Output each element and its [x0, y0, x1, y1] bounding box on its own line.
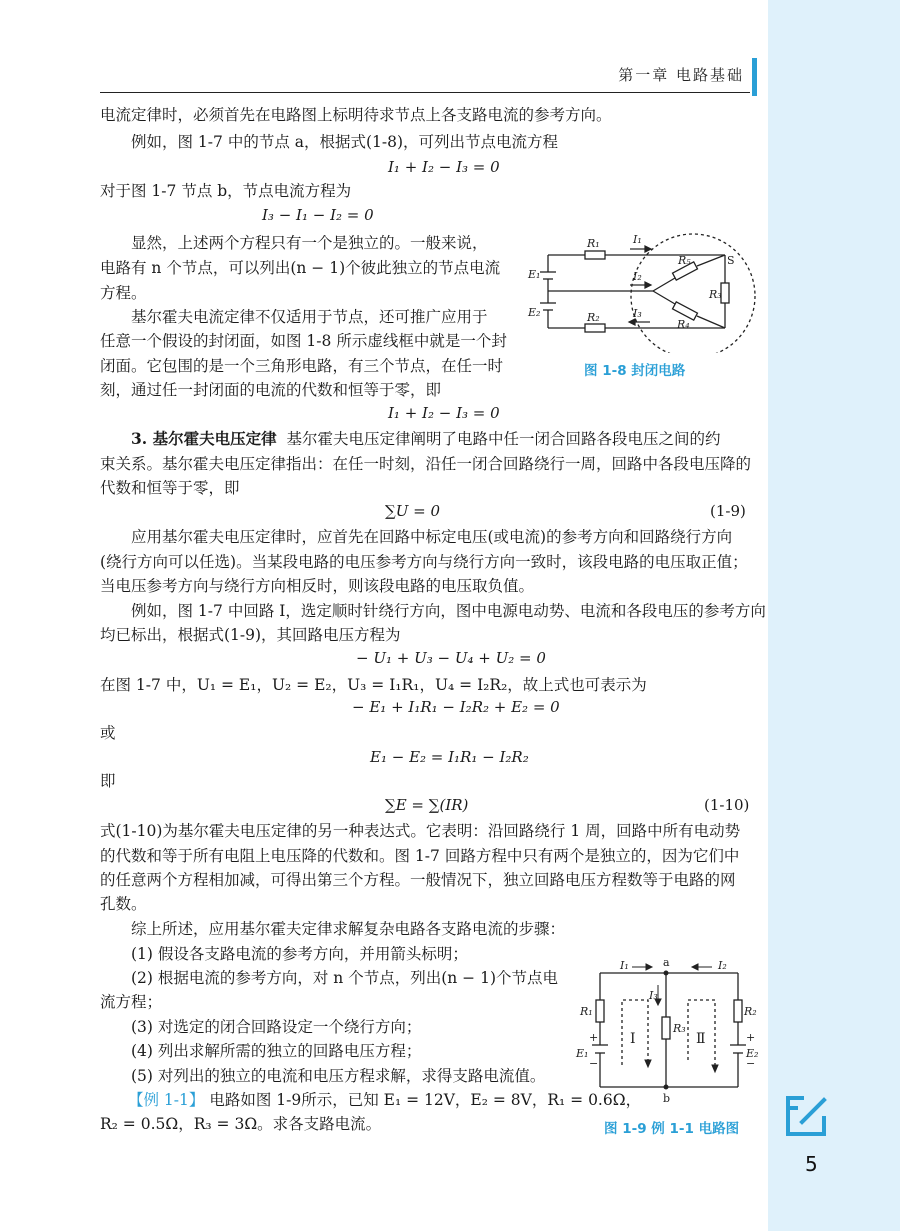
node-b: b	[663, 1092, 671, 1105]
text-line: 孔数。	[100, 895, 147, 913]
label-R3: R₃	[673, 1022, 686, 1035]
figure-1-9-caption: 图 1-9 例 1-1 电路图	[604, 1121, 740, 1137]
section-title: 3. 基尔霍夫电压定律	[131, 429, 277, 448]
node-a: a	[663, 956, 670, 969]
label-I3: I₃	[649, 989, 658, 1002]
text-line: 的代数和等于所有电阻上电压降的代数和。图 1-7 回路方程中只有两个是独立的，因为它们中	[100, 847, 740, 865]
equation-number: (1-9)	[710, 502, 746, 520]
text-line	[131, 428, 720, 450]
edit-notes-icon	[784, 1092, 830, 1138]
plus-sign-E2: +	[746, 1031, 756, 1044]
label-I2: I₂	[718, 959, 727, 972]
equation: ∑E = ∑(IR)	[385, 796, 469, 814]
figure-1-9-example-circuit	[570, 955, 765, 1105]
text-line: 当电压参考方向与绕行方向相反时，则该段电路的电压取负值。	[100, 577, 535, 595]
equation: − U₁ + U₃ − U₄ + U₂ = 0	[356, 649, 546, 667]
text-line: 电路有 n 个节点，可以列出(n − 1)个彼此独立的节点电流	[100, 259, 501, 277]
equation: − E₁ + I₁R₁ − I₂R₂ + E₂ = 0	[352, 698, 560, 716]
label-R4: R₄	[677, 318, 690, 331]
label-E1: E₁	[528, 268, 541, 281]
equation-number: (1-10)	[704, 796, 750, 814]
equation: I₁ + I₂ − I₃ = 0	[388, 158, 500, 176]
text-line: 束关系。基尔霍夫电压定律指出：在任一时刻，沿任一闭合回路绕行一周，回路中各段电压降的	[100, 455, 752, 473]
loop-label-1: Ⅰ	[630, 1031, 636, 1047]
text-span: 电路如图 1-9所示，已知 E₁ = 12V，E₂ = 8V，R₁ = 0.6Ω，	[204, 1091, 642, 1109]
label-R1: R₁	[587, 237, 600, 250]
text-line: 方程。	[100, 284, 147, 302]
label-E2: E₂	[746, 1047, 759, 1060]
text-line: 闭面。它包围的是一个三角形电路，有三个节点，在任一时	[100, 357, 504, 375]
text-line: 刻，通过任一封闭面的电流的代数和恒等于零，即	[100, 381, 442, 399]
text-line: 任意一个假设的封闭面，如图 1-8 所示虚线框中就是一个封	[100, 332, 507, 350]
text-line: 对于图 1-7 节点 b，节点电流方程为	[100, 182, 352, 200]
equation: ∑U = 0	[385, 502, 440, 520]
label-I3: I₃	[633, 307, 642, 320]
label-R2: R₂	[587, 311, 600, 324]
text-line: 式(1-10)为基尔霍夫电压定律的另一种表达式。它表明：沿回路绕行 1 周，回路中所有电动势	[100, 822, 741, 840]
loop-label-2: Ⅱ	[696, 1031, 706, 1047]
page-number: 5	[805, 1152, 818, 1176]
text-line: 的任意两个方程相加减，可得出第三个方程。一般情况下，独立回路电压方程数等于电路的网	[100, 871, 736, 889]
text-line: 即	[100, 772, 116, 790]
step-item: (4) 列出求解所需的独立的回路电压方程；	[131, 1042, 422, 1060]
label-E2: E₂	[528, 306, 541, 319]
side-strip	[768, 0, 900, 1231]
step-item: (1) 假设各支路电流的参考方向，并用箭头标明；	[131, 945, 468, 963]
running-header	[100, 58, 750, 92]
label-R2: R₂	[744, 1005, 757, 1018]
header-rule	[100, 92, 750, 93]
example-line	[128, 1089, 641, 1111]
example-line: R₂ = 0.5Ω，R₃ = 3Ω。求各支路电流。	[100, 1115, 382, 1133]
label-R1: R₁	[580, 1005, 593, 1018]
text-line: 或	[100, 724, 116, 742]
text-line: 例如，图 1-7 中回路 Ⅰ，选定顺时针绕行方向，图中电源电动势、电流和各段电压的参考方向	[131, 602, 766, 620]
figure-1-8-caption: 图 1-8 封闭电路	[584, 363, 686, 379]
label-E1: E₁	[576, 1047, 589, 1060]
text-span: 基尔霍夫电压定律阐明了电路中任一闭合回路各段电压之间的约	[286, 430, 721, 448]
label-I1: I₁	[620, 959, 629, 972]
plus-sign-E1: +	[589, 1031, 599, 1044]
header-accent-bar	[752, 58, 757, 96]
step-item: (2) 根据电流的参考方向，对 n 个节点，列出(n − 1)个节点电	[131, 969, 559, 987]
label-R5: R₅	[678, 254, 691, 267]
chapter-title: 第一章 电路基础	[618, 66, 744, 84]
minus-sign-E1: −	[589, 1057, 599, 1070]
text-line: 显然，上述两个方程只有一个是独立的。一般来说，	[131, 234, 488, 252]
figure-1-8-closed-circuit	[525, 228, 775, 353]
label-I2: I₂	[633, 270, 642, 283]
text-line: (绕行方向可以任选)。当某段电路的电压参考方向与绕行方向一致时，该段电路的电压取正值；	[100, 553, 748, 571]
text-line: 应用基尔霍夫电压定律时，应首先在回路中标定电压(或电流)的参考方向和回路绕行方向	[131, 528, 733, 546]
closed-surface-dashed-circle	[631, 234, 755, 353]
step-item: (5) 对列出的独立的电流和电压方程求解，求得支路电流值。	[131, 1067, 546, 1085]
example-label: 【例 1-1】	[128, 1091, 205, 1109]
label-S: S	[727, 254, 735, 267]
text-line: 例如，图 1-7 中的节点 a，根据式(1-8)，可列出节点电流方程	[131, 133, 559, 151]
equation: I₃ − I₁ − I₂ = 0	[262, 206, 374, 224]
text-line: 均已标出，根据式(1-9)，其回路电压方程为	[100, 626, 401, 644]
text-line: 代数和恒等于零，即	[100, 479, 240, 497]
equation: E₁ − E₂ = I₁R₁ − I₂R₂	[370, 748, 529, 766]
text-line: 电流定律时，必须首先在电路图上标明待求节点上各支路电流的参考方向。	[100, 106, 612, 124]
step-item: 流方程；	[100, 993, 163, 1011]
label-R3: R₃	[709, 288, 722, 301]
text-line: 基尔霍夫电流定律不仅适用于节点，还可推广应用于	[131, 308, 488, 326]
text-line: 综上所述，应用基尔霍夫定律求解复杂电路各支路电流的步骤：	[131, 920, 566, 938]
label-I1: I₁	[633, 233, 642, 246]
minus-sign-E2: −	[746, 1057, 756, 1070]
step-item: (3) 对选定的闭合回路设定一个绕行方向；	[131, 1018, 422, 1036]
equation: I₁ + I₂ − I₃ = 0	[388, 404, 500, 422]
text-line: 在图 1-7 中，U₁ = E₁，U₂ = E₂，U₃ = I₁R₁，U₄ = I₂R₂，故上式也可表示为	[100, 676, 647, 694]
